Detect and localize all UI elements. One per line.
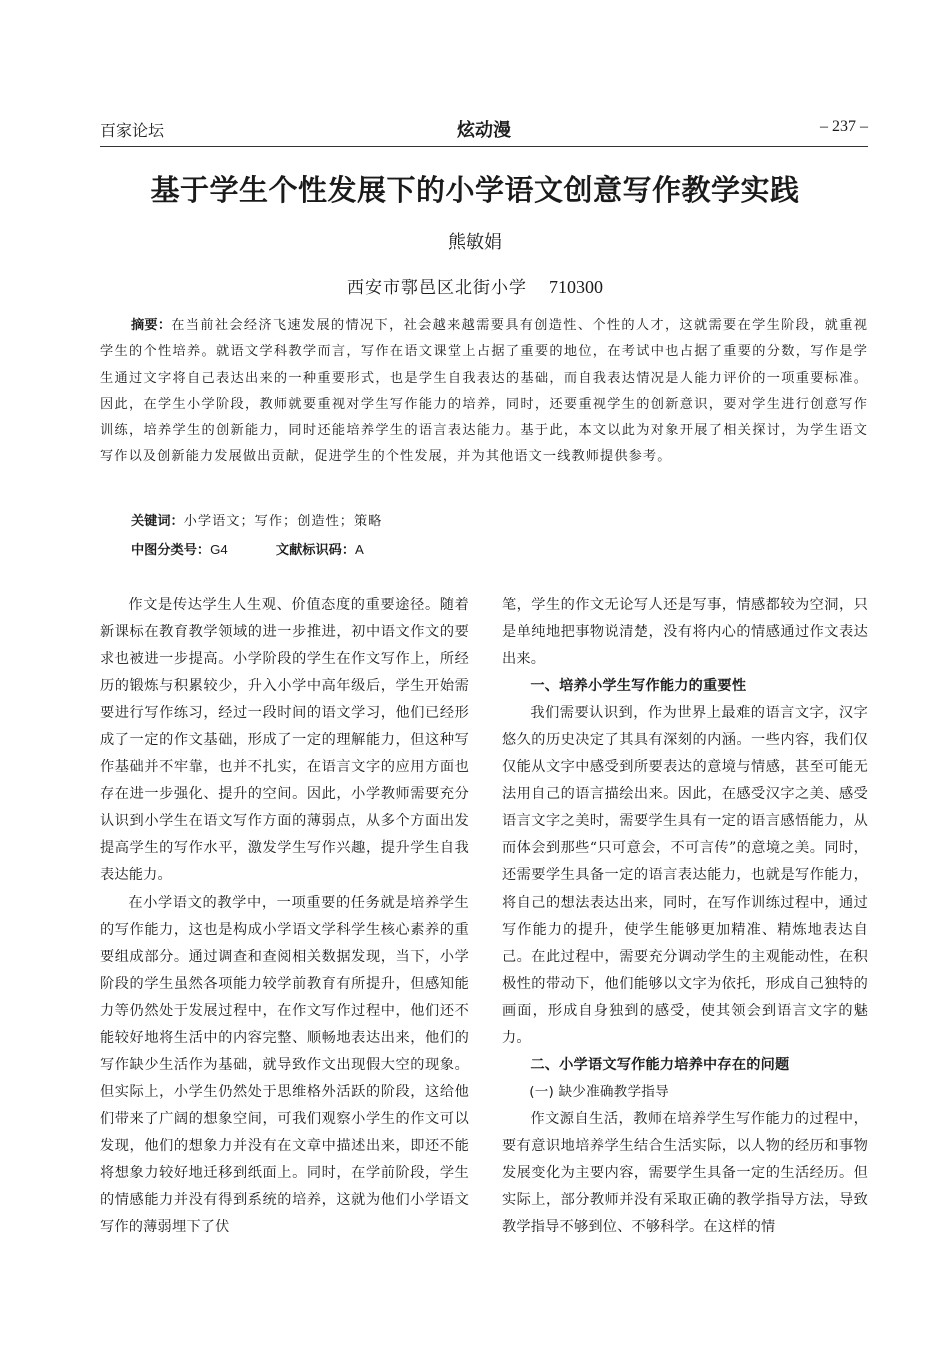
body-column-right bbox=[502, 592, 868, 1241]
doc-code-value: A bbox=[355, 542, 364, 557]
paragraph: 在小学语文的教学中，一项重要的任务就是培养学生的写作能力，这也是构成小学语文学科学生核心素养的重要组成部分。通过调查和查阅相关数据发现，当下，小学阶段的学生虽然各项能力较学前教育有所提升，但感知能力等仍然处于发展过程中，在作文写作过程中，他们还不能较好地将生活中的内容完整、顺畅地表达出来，他们的写作缺少生活作为基础，就导致作文出现假大空的现象。但实际上，小学生仍然处于思维格外活跃的阶段，这给他们带来了广阔的想象空间，可我们观察小学生的作文可以发现，他们的想象力并没有在文章中描述出来，即还不能将想象力较好地迁移到纸面上。同时，在学前阶段，学生的情感能力并没有得到系统的培养，这就为他们小学语文写作的薄弱埋下了伏 bbox=[100, 894, 469, 1236]
paragraph: 我们需要认识到，作为世界上最难的语言文字，汉字悠久的历史决定了其具有深刻的内涵。一些内容，我们仅仅能从文字中感受到所要表达的意境与情感，甚至可能无法用自己的语言描绘出来。因此，在感受汉字之美、感受语言文字之美时，需要学生具有一定的语言感悟能力，从而体会到那些“只可意会，不可言传”的意境之美。同时，还需要学生具备一定的语言表达能力，也就是写作能力，将自己的想法表达出来，同时，在写作训练过程中，通过写作能力的提升，使学生能够更加精准、精炼地表达自己。在此过程中，需要充分调动学生的主观能动性，在积极性的带动下，他们能够以文字为依托，形成自己独特的画面，形成自身独到的感受，使其领会到语言文字的魅力。 bbox=[502, 705, 868, 1046]
clc-value: G4 bbox=[210, 542, 228, 557]
subsection-heading: (一) 缺少准确教学指导 bbox=[529, 1083, 669, 1100]
section-heading: 一、培养小学生写作能力的重要性 bbox=[530, 678, 747, 695]
running-header bbox=[100, 114, 868, 147]
classification bbox=[131, 539, 364, 558]
paragraph: 笔，学生的作文无论写人还是写事，情感都较为空洞，只是单纯地把事物说清楚，没有将内心的情感通过作文表达出来。 bbox=[502, 597, 868, 668]
affiliation bbox=[0, 273, 950, 298]
section-label: 百家论坛 bbox=[100, 121, 165, 140]
clc-label: 中图分类号： bbox=[131, 543, 211, 558]
abstract-text: 在当前社会经济飞速发展的情况下，社会越来越需要具有创造性、个性的人才，这就需要在学生阶段，就重视学生的个性培养。就语文学科教学而言，写作在语文课堂上占据了重要的地位，在考试中也占据了重要的分数，写作是学生通过文字将自己表达出来的一种重要形式，也是学生自我表达的基础，而自我表达情况是人能力评价的一项重要标准。因此，在学生小学阶段，教师就要重视对学生写作能力的培养，同时，还要重视学生的创新意识，要对学生进行创意写作训练，培养学生的创新能力，同时还能培养学生的语言表达能力。基于此，本文以此为对象开展了相关探讨，为学生语文写作以及创新能力发展做出贡献，促进学生的个性发展，并为其他语文一线教师提供参考。 bbox=[100, 318, 869, 465]
author-name: 熊敏娟 bbox=[448, 232, 502, 253]
body-column-left bbox=[100, 592, 469, 1241]
postal-code: 710300 bbox=[549, 277, 603, 297]
keywords-text: 小学语文；写作；创造性；策略 bbox=[183, 514, 383, 529]
paragraph: 作文是传达学生人生观、价值态度的重要途径。随着新课标在教育教学领域的进一步推进，初中语文作文的要求也被进一步提高。小学阶段的学生在作文写作上，所经历的锻炼与积累较少，升入小学中高年级后，学生开始需要进行写作练习，经过一段时间的语文学习，他们已经形成了一定的作文基础，形成了一定的理解能力，但这种写作基础并不牢靠，也并不扎实，在语言文字的应用方面也存在进一步强化、提升的空间。因此，小学教师需要充分认识到小学生在语文写作方面的薄弱点，从多个方面出发提高学生的写作水平，激发学生写作兴趣，提升学生自我表达能力。 bbox=[100, 597, 469, 884]
abstract-label: 摘要： bbox=[131, 318, 172, 333]
section-heading: 二、小学语文写作能力培养中存在的问题 bbox=[530, 1056, 790, 1073]
journal-name: 炫动漫 bbox=[457, 120, 511, 141]
keywords-label: 关键词： bbox=[131, 514, 184, 529]
affiliation-name: 西安市鄠邑区北街小学 bbox=[347, 278, 527, 298]
page-number: – 237 – bbox=[820, 118, 868, 135]
article-title: 基于学生个性发展下的小学语文创意写作教学实践 bbox=[150, 173, 800, 207]
abstract bbox=[100, 313, 868, 471]
paragraph: 作文源自生活，教师在培养学生写作能力的过程中，要有意识地培养学生结合生活实际，以人物的经历和事物发展变化为主要内容，需要学生具备一定的生活经历。但实际上，部分教师并没有采取正确的教学指导方法，导致教学指导不够到位、不够科学。在这样的情 bbox=[502, 1110, 868, 1236]
doc-code-label: 文献标识码： bbox=[275, 543, 356, 558]
keywords bbox=[131, 510, 382, 529]
